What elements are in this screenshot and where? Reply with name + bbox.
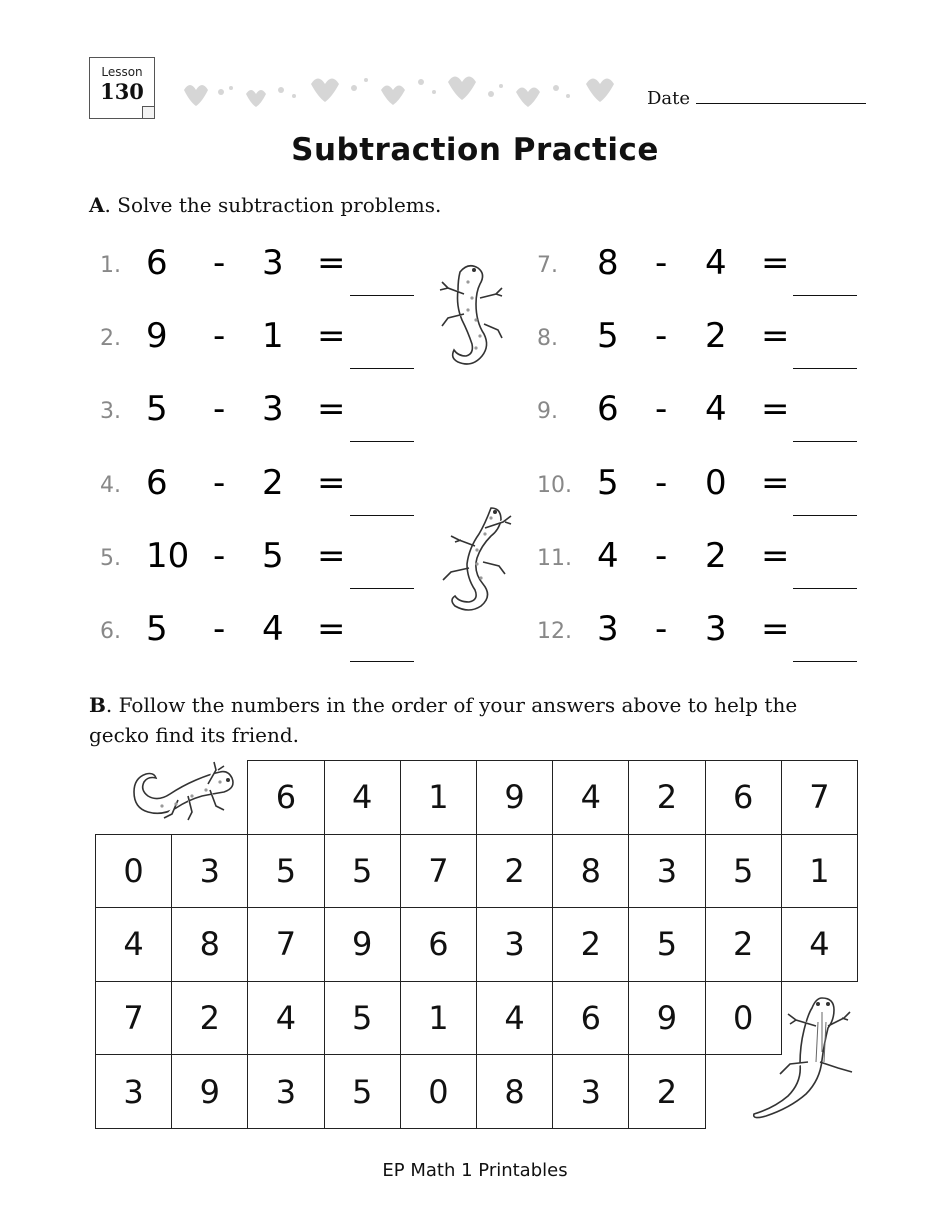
minuend: 6 xyxy=(146,463,168,503)
section-b-letter: B xyxy=(89,693,106,717)
equals-sign: = xyxy=(317,316,346,356)
minus-sign: - xyxy=(655,243,668,283)
maze-cell[interactable]: 5 xyxy=(705,834,782,909)
page-curl-icon xyxy=(142,106,154,118)
maze-cell[interactable]: 5 xyxy=(247,834,324,909)
maze-cell[interactable]: 6 xyxy=(705,760,782,835)
minus-sign: - xyxy=(213,609,226,649)
problem-number: 4. xyxy=(100,473,121,498)
maze-cell[interactable]: 3 xyxy=(628,834,705,909)
minus-sign: - xyxy=(655,316,668,356)
problem-number: 3. xyxy=(100,399,121,424)
maze-cell[interactable]: 8 xyxy=(552,834,629,909)
minuend: 6 xyxy=(146,243,168,283)
gecko-icon xyxy=(420,258,520,380)
subtrahend: 3 xyxy=(262,389,284,429)
answer-blank[interactable] xyxy=(350,515,414,516)
minus-sign: - xyxy=(213,536,226,576)
maze-cell[interactable]: 6 xyxy=(247,760,324,835)
date-label: Date xyxy=(647,88,691,109)
minuend: 8 xyxy=(597,243,619,283)
answer-blank[interactable] xyxy=(350,295,414,296)
answer-blank[interactable] xyxy=(793,441,857,442)
minus-sign: - xyxy=(213,243,226,283)
maze-cell[interactable]: 9 xyxy=(628,981,705,1056)
maze-cell[interactable]: 7 xyxy=(781,760,858,835)
answer-blank[interactable] xyxy=(793,515,857,516)
equals-sign: = xyxy=(317,609,346,649)
maze-cell[interactable]: 5 xyxy=(324,834,401,909)
equals-sign: = xyxy=(761,316,790,356)
maze-cell[interactable]: 2 xyxy=(476,834,553,909)
minus-sign: - xyxy=(213,316,226,356)
problem-number: 5. xyxy=(100,546,121,571)
maze-cell[interactable]: 2 xyxy=(705,907,782,982)
answer-blank[interactable] xyxy=(793,661,857,662)
minus-sign: - xyxy=(655,609,668,649)
maze-cell[interactable]: 4 xyxy=(324,760,401,835)
gecko-icon xyxy=(425,498,530,616)
maze-cell[interactable]: 1 xyxy=(781,834,858,909)
minuend: 5 xyxy=(146,609,168,649)
maze-cell[interactable]: 3 xyxy=(171,834,248,909)
minus-sign: - xyxy=(655,463,668,503)
minuend: 5 xyxy=(597,463,619,503)
maze-cell[interactable]: 3 xyxy=(476,907,553,982)
problem-number: 2. xyxy=(100,326,121,351)
minus-sign: - xyxy=(655,389,668,429)
minuend: 4 xyxy=(597,536,619,576)
footer-text: EP Math 1 Printables xyxy=(382,1160,568,1181)
problem-number: 1. xyxy=(100,253,121,278)
answer-blank[interactable] xyxy=(350,441,414,442)
date-input-line[interactable] xyxy=(696,87,866,104)
subtrahend: 2 xyxy=(705,316,727,356)
maze-cell[interactable]: 0 xyxy=(95,834,172,909)
minuend: 9 xyxy=(146,316,168,356)
subtrahend: 1 xyxy=(262,316,284,356)
minus-sign: - xyxy=(655,536,668,576)
subtrahend: 0 xyxy=(705,463,727,503)
maze-cell[interactable]: 6 xyxy=(400,907,477,982)
equals-sign: = xyxy=(761,243,790,283)
problem-number: 7. xyxy=(537,253,558,278)
answer-blank[interactable] xyxy=(793,295,857,296)
equals-sign: = xyxy=(761,536,790,576)
answer-blank[interactable] xyxy=(793,588,857,589)
maze-cell[interactable]: 5 xyxy=(324,1054,401,1129)
problem-number: 10. xyxy=(537,473,572,498)
minus-sign: - xyxy=(213,463,226,503)
subtrahend: 3 xyxy=(262,243,284,283)
lesson-label: Lesson xyxy=(101,65,143,79)
subtrahend: 2 xyxy=(705,536,727,576)
maze-cell[interactable]: 9 xyxy=(171,1054,248,1129)
maze-cell[interactable]: 7 xyxy=(400,834,477,909)
problem-number: 11. xyxy=(537,546,572,571)
minus-sign: - xyxy=(213,389,226,429)
maze-cell[interactable]: 0 xyxy=(705,981,782,1056)
minuend: 5 xyxy=(146,389,168,429)
maze-cell[interactable]: 3 xyxy=(552,1054,629,1129)
answer-blank[interactable] xyxy=(793,368,857,369)
maze-cell[interactable]: 9 xyxy=(476,760,553,835)
maze-cell[interactable]: 2 xyxy=(171,981,248,1056)
maze-cell[interactable]: 4 xyxy=(552,760,629,835)
subtrahend: 3 xyxy=(705,609,727,649)
maze-cell[interactable]: 7 xyxy=(247,907,324,982)
section-a-instructions xyxy=(89,193,441,217)
maze-cell[interactable]: 4 xyxy=(476,981,553,1056)
maze-cell[interactable]: 2 xyxy=(628,760,705,835)
maze-cell[interactable]: 1 xyxy=(400,981,477,1056)
minuend: 6 xyxy=(597,389,619,429)
lesson-number: 130 xyxy=(100,79,144,104)
section-a-letter: A xyxy=(89,193,105,217)
equals-sign: = xyxy=(761,609,790,649)
answer-blank[interactable] xyxy=(350,588,414,589)
maze-cell[interactable]: 8 xyxy=(476,1054,553,1129)
problem-number: 12. xyxy=(537,619,572,644)
equals-sign: = xyxy=(317,389,346,429)
subtrahend: 4 xyxy=(705,389,727,429)
equals-sign: = xyxy=(317,536,346,576)
gecko-icon xyxy=(128,750,240,828)
date-field xyxy=(647,87,866,109)
maze-cell[interactable]: 3 xyxy=(95,1054,172,1129)
minuend: 5 xyxy=(597,316,619,356)
maze-cell[interactable]: 5 xyxy=(628,907,705,982)
maze-cell[interactable]: 3 xyxy=(247,1054,324,1129)
section-b-text: . Follow the numbers in the order of your answers above to help the gecko find its friend. xyxy=(89,693,798,747)
equals-sign: = xyxy=(317,243,346,283)
subtrahend: 4 xyxy=(705,243,727,283)
equals-sign: = xyxy=(761,463,790,503)
maze-cell[interactable]: 9 xyxy=(324,907,401,982)
equals-sign: = xyxy=(317,463,346,503)
page-title: Subtraction Practice xyxy=(291,132,659,168)
answer-blank[interactable] xyxy=(350,368,414,369)
maze-cell[interactable]: 2 xyxy=(628,1054,705,1129)
problem-number: 9. xyxy=(537,399,558,424)
maze-cell[interactable]: 6 xyxy=(552,981,629,1056)
maze-cell[interactable]: 8 xyxy=(171,907,248,982)
section-b-instructions xyxy=(89,690,849,750)
gecko-icon xyxy=(752,992,862,1122)
answer-blank[interactable] xyxy=(350,661,414,662)
subtrahend: 4 xyxy=(262,609,284,649)
maze-cell[interactable]: 2 xyxy=(552,907,629,982)
maze-cell[interactable]: 1 xyxy=(400,760,477,835)
equals-sign: = xyxy=(761,389,790,429)
maze-cell[interactable]: 7 xyxy=(95,981,172,1056)
maze-cell[interactable]: 0 xyxy=(400,1054,477,1129)
maze-cell[interactable]: 4 xyxy=(781,907,858,982)
maze-cell[interactable]: 4 xyxy=(95,907,172,982)
maze-cell[interactable]: 4 xyxy=(247,981,324,1056)
subtrahend: 5 xyxy=(262,536,284,576)
problem-number: 6. xyxy=(100,619,121,644)
maze-cell[interactable]: 5 xyxy=(324,981,401,1056)
minuend: 10 xyxy=(146,536,190,576)
floral-border-decoration-icon xyxy=(176,70,626,110)
lesson-badge xyxy=(89,57,155,119)
subtrahend: 2 xyxy=(262,463,284,503)
section-a-text: . Solve the subtraction problems. xyxy=(104,193,442,217)
minuend: 3 xyxy=(597,609,619,649)
problem-number: 8. xyxy=(537,326,558,351)
